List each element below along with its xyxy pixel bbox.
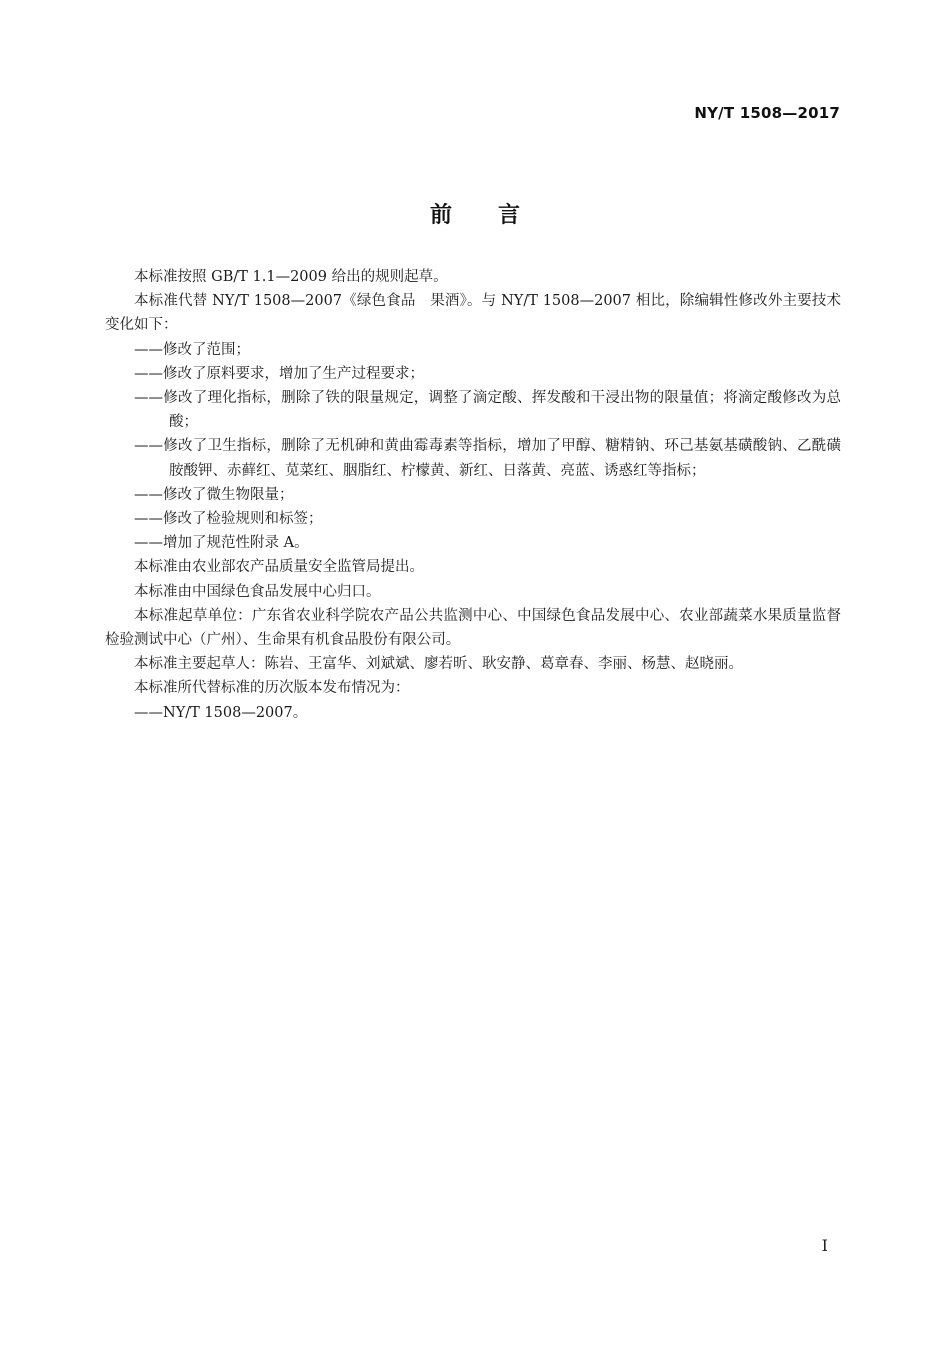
paragraph-drafting-rules: 本标准按照 GB/T 1.1—2009 给出的规则起草。: [134, 269, 448, 285]
change-item: ——修改了原料要求，增加了生产过程要求；: [134, 365, 424, 382]
change-item: ——修改了检验规则和标签；: [134, 511, 323, 528]
page-number: I: [821, 1236, 828, 1255]
paragraph-drafting-units: 本标准起草单位：广东省农业科学院农产品公共监测中心、中国绿色食品发展中心、农业部蔬菜水果质量监督检验测试中心（广州）、生命果有机食品股份有限公司。: [105, 607, 841, 649]
change-item: ——修改了理化指标，删除了铁的限量规定，调整了滴定酸、挥发酸和干浸出物的限量值；将滴定酸修改为总酸；: [134, 390, 841, 431]
standard-code: NY/T 1508—2017: [694, 104, 840, 122]
paragraph-proposer: 本标准由农业部农产品质量安全监管局提出。: [134, 559, 424, 576]
change-item: ——修改了范围；: [134, 341, 250, 358]
paragraph-centralized: 本标准由中国绿色食品发展中心归口。: [134, 583, 381, 600]
change-item: ——修改了微生物限量；: [134, 486, 294, 503]
page-title: 前言: [429, 203, 566, 228]
change-item: ——修改了卫生指标，删除了无机砷和黄曲霉毒素等指标，增加了甲醇、糖精钠、环己基氨基磺酸钠、乙酰磺胺酸钾、赤藓红、苋菜红、胭脂红、柠檬黄、新红、日落黄、亮蓝、诱惑红等指标；: [134, 438, 841, 479]
paragraph-drafters: 本标准主要起草人：陈岩、王富华、刘斌斌、廖若昕、耿安静、葛章春、李丽、杨慧、赵晓丽。: [134, 656, 743, 673]
document-body: [105, 265, 841, 725]
paragraph-replacement: 本标准代替 NY/T 1508—2007《绿色食品 果酒》。与 NY/T 1508—2007 相比，除编辑性修改外主要技术变化如下：: [105, 293, 841, 334]
change-item: ——增加了规范性附录 A。: [134, 535, 309, 552]
history-item: ——NY/T 1508—2007。: [134, 704, 308, 721]
paragraph-history-intro: 本标准所代替标准的历次版本发布情况为：: [134, 680, 410, 697]
